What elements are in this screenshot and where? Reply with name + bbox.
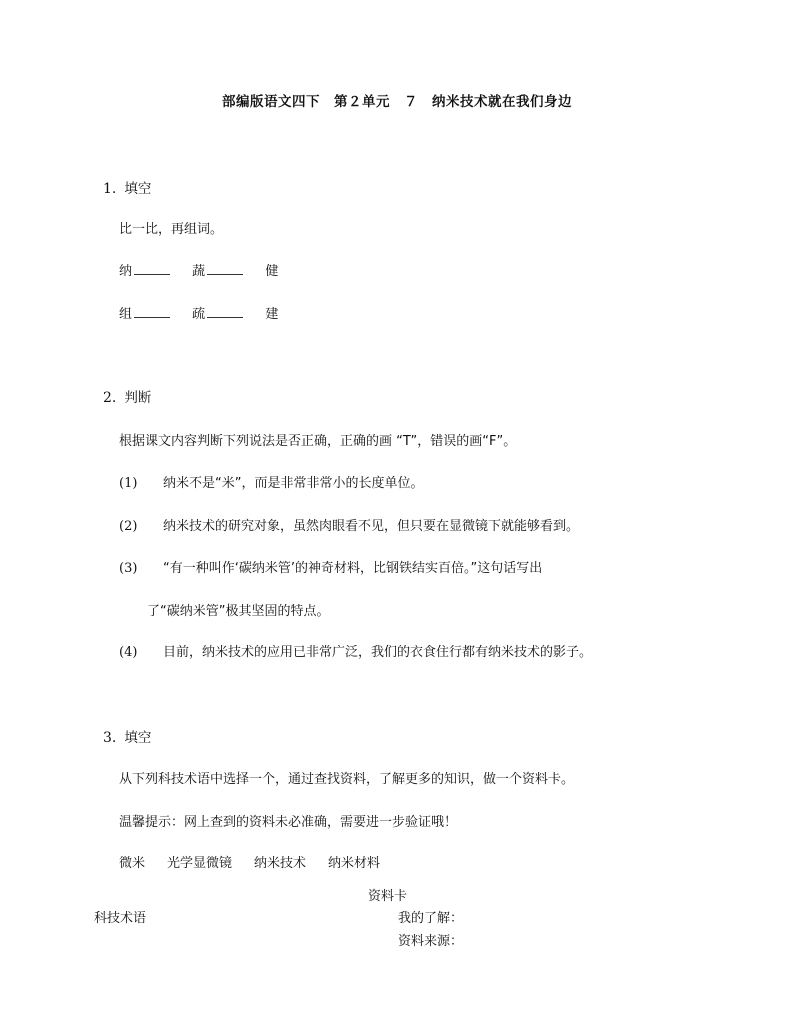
q3-tip: 温馨提示：网上查到的资料未必准确，需要进一步验证哦！	[119, 815, 458, 830]
q1-char: 纳	[119, 264, 133, 279]
q1-pair	[192, 264, 243, 279]
q2-item-number: (2)	[119, 519, 138, 534]
q1-number: 1.	[103, 181, 117, 197]
q2-item-continuation: 了“碳纳米管”极其坚固的特点。	[147, 604, 330, 619]
fill-blank[interactable]	[207, 316, 243, 318]
q3-term: 微米	[119, 856, 146, 871]
fill-blank[interactable]	[134, 316, 170, 318]
page-title: 部编版语文四下 第２单元 ７ 纳米技术就在我们身边	[222, 94, 572, 110]
q3-instruction: 从下列科技术语中选择一个，通过查找资料，了解更多的知识，做一个资料卡。	[119, 772, 575, 787]
q2-item-text: 目前，纳米技术的应用已非常广泛，我们的衣食住行都有纳米技术的影子。	[163, 645, 593, 660]
q2-number: 2.	[103, 390, 117, 406]
q3-term: 光学显微镜	[167, 856, 233, 871]
q1-char: 建	[265, 307, 279, 322]
q3-term: 纳米技术	[254, 856, 307, 871]
q1-char: 健	[265, 264, 279, 279]
q2-item-number: (1)	[119, 476, 138, 491]
fill-blank[interactable]	[207, 273, 243, 275]
q2-item	[119, 515, 579, 534]
q2-heading	[103, 386, 151, 406]
q1-char: 组	[119, 307, 133, 322]
q2-item	[119, 557, 542, 576]
q1-row-2	[119, 303, 278, 322]
q1-row-1	[119, 260, 278, 279]
q1-pair	[192, 307, 243, 322]
q2-item-number: (3)	[119, 561, 138, 576]
q2-item	[119, 472, 423, 491]
q1-char: 疏	[192, 307, 206, 322]
q1-heading-text: 填空	[124, 181, 152, 197]
q2-item-number: (4)	[119, 645, 138, 660]
q3-number: 3.	[103, 730, 117, 746]
q2-item-text: 纳米技术的研究对象，虽然肉眼看不见，但只要在显微镜下就能够看到。	[163, 519, 580, 534]
card-title: 资料卡	[368, 889, 408, 904]
q2-instruction: 根据课文内容判断下列说法是否正确，正确的画 “T”，错误的画“F”。	[119, 434, 517, 449]
q2-item-text: “有一种叫作‘碳纳米管’的神奇材料，比钢铁结实百倍。”这句话写出	[163, 561, 543, 576]
q3-term-list	[119, 852, 402, 871]
fill-blank[interactable]	[134, 273, 170, 275]
q3-term: 纳米材料	[328, 856, 381, 871]
q1-heading	[103, 177, 151, 197]
q3-heading	[103, 726, 151, 746]
q1-pair	[119, 264, 170, 279]
q2-item-text: 纳米不是“米”，而是非常非常小的长度单位。	[163, 476, 424, 491]
card-understanding-label: 我的了解：	[398, 911, 464, 926]
q3-heading-text: 填空	[124, 730, 152, 746]
card-source-label: 资料来源：	[398, 934, 464, 949]
q1-pair	[119, 307, 170, 322]
q1-instruction: 比一比，再组词。	[119, 222, 224, 237]
q1-char: 蔬	[192, 264, 206, 279]
q2-item	[119, 641, 592, 660]
q2-heading-text: 判断	[124, 390, 152, 406]
card-term-label: 科技术语	[94, 911, 147, 926]
